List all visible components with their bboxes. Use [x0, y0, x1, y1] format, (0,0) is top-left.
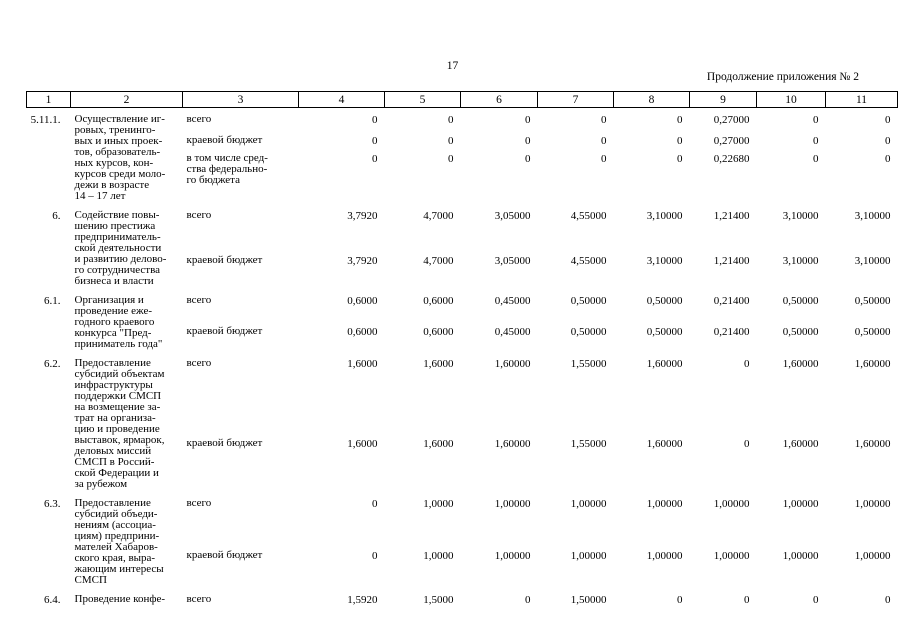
- value-col-10: 0: [813, 114, 819, 126]
- value-col-10: 3,10000: [782, 255, 819, 268]
- value-col-8: 0,50000: [646, 295, 683, 307]
- column-header-11: 11: [826, 92, 898, 108]
- value-col-5: 4,7000: [423, 210, 454, 222]
- value-col-5: 0,6000: [423, 295, 454, 307]
- value-col-8: 0: [677, 114, 683, 126]
- row-code: 5.11.1.: [30, 114, 61, 126]
- value-col-4: 0: [372, 152, 378, 165]
- column-header-8: 8: [614, 92, 690, 108]
- table-row: [27, 350, 898, 438]
- value-col-8: 1,00000: [646, 550, 683, 562]
- row-name: Проведение конфе-: [74, 593, 166, 605]
- row-code: 6.3.: [44, 498, 61, 510]
- table-row: [27, 108, 898, 136]
- value-col-11: 1,00000: [854, 550, 891, 562]
- column-header-6: 6: [461, 92, 538, 108]
- column-header-9: 9: [690, 92, 757, 108]
- row-code: 6.2.: [44, 358, 61, 370]
- value-col-10: 1,00000: [782, 498, 819, 510]
- funding-source: всего: [186, 209, 212, 221]
- value-col-7: 0: [601, 135, 607, 148]
- value-col-6: 1,00000: [494, 498, 531, 510]
- value-col-11: 0,50000: [854, 295, 891, 307]
- value-col-9: 1,21400: [713, 210, 750, 222]
- funding-source: в том числе сред- ства федерально- го бюджета: [186, 151, 268, 186]
- value-col-6: 0: [525, 594, 531, 606]
- value-col-10: 1,60000: [782, 358, 819, 370]
- value-col-9: 0: [744, 594, 750, 606]
- value-col-5: 4,7000: [423, 255, 454, 268]
- value-col-9: 0: [744, 437, 750, 450]
- value-col-5: 0: [448, 135, 454, 148]
- value-col-5: 1,6000: [423, 437, 454, 450]
- value-col-5: 1,0000: [423, 498, 454, 510]
- value-col-9: 0,27000: [713, 114, 750, 126]
- value-col-11: 3,10000: [854, 255, 891, 268]
- funding-source: всего: [186, 593, 212, 605]
- table-row: [27, 490, 898, 550]
- value-col-4: 1,5920: [347, 594, 378, 606]
- value-col-8: 0: [677, 152, 683, 165]
- value-col-8: 3,10000: [646, 210, 683, 222]
- page-number: 17: [446, 60, 459, 72]
- value-col-4: 0: [372, 114, 378, 126]
- value-col-6: 0: [525, 114, 531, 126]
- value-col-7: 0,50000: [570, 326, 607, 339]
- value-col-7: 1,50000: [570, 594, 607, 606]
- value-col-8: 1,60000: [646, 358, 683, 370]
- value-col-4: 0,6000: [347, 295, 378, 307]
- value-col-11: 0: [885, 152, 891, 165]
- value-col-11: 3,10000: [854, 210, 891, 222]
- value-col-5: 0,6000: [423, 326, 454, 339]
- funding-source: краевой бюджет: [186, 325, 263, 338]
- value-col-10: 0,50000: [782, 326, 819, 339]
- value-col-11: 0: [885, 135, 891, 148]
- funding-source: всего: [186, 357, 212, 369]
- funding-source: краевой бюджет: [186, 254, 263, 267]
- value-col-6: 0,45000: [494, 295, 531, 307]
- value-col-8: 0,50000: [646, 326, 683, 339]
- value-col-9: 1,21400: [713, 255, 750, 268]
- funding-source: всего: [186, 113, 212, 125]
- value-col-7: 4,55000: [570, 210, 607, 222]
- value-col-10: 1,00000: [782, 550, 819, 562]
- value-col-8: 3,10000: [646, 255, 683, 268]
- value-col-9: 0: [744, 358, 750, 370]
- value-col-6: 1,60000: [494, 358, 531, 370]
- value-col-4: 1,6000: [347, 437, 378, 450]
- value-col-7: 1,55000: [570, 358, 607, 370]
- value-col-10: 1,60000: [782, 437, 819, 450]
- value-col-7: 0,50000: [570, 295, 607, 307]
- funding-source: всего: [186, 294, 212, 306]
- row-name: Предоставление субсидий объектам инфраструктуры поддержки СМСП на возмещение за- трат на организа- цию и проведение выставок, ярмарок, деловых миссий СМСП в Россий- ской Федерации и за рубежом: [74, 357, 165, 490]
- continuation-caption: Продолжение приложения № 2: [706, 71, 859, 83]
- value-col-9: 0,21400: [713, 326, 750, 339]
- value-col-11: 1,60000: [854, 358, 891, 370]
- funding-source: краевой бюджет: [186, 436, 263, 449]
- table-body: [27, 108, 898, 607]
- budget-table: [26, 91, 898, 606]
- value-col-6: 1,60000: [494, 437, 531, 450]
- value-col-10: 0: [813, 135, 819, 148]
- value-col-11: 0: [885, 114, 891, 126]
- column-header-2: 2: [71, 92, 183, 108]
- header-row: [27, 92, 898, 108]
- value-col-7: 1,55000: [570, 437, 607, 450]
- value-col-5: 1,5000: [423, 594, 454, 606]
- value-col-9: 1,00000: [713, 498, 750, 510]
- value-col-8: 1,60000: [646, 437, 683, 450]
- value-col-5: 1,0000: [423, 550, 454, 562]
- value-col-11: 0: [885, 594, 891, 606]
- value-col-11: 1,60000: [854, 437, 891, 450]
- table-row: [27, 586, 898, 606]
- row-code: 6.: [52, 210, 61, 222]
- value-col-11: 0,50000: [854, 326, 891, 339]
- column-header-1: 1: [27, 92, 71, 108]
- value-col-10: 0: [813, 594, 819, 606]
- value-col-4: 0: [372, 498, 378, 510]
- funding-source: краевой бюджет: [186, 134, 263, 147]
- value-col-10: 0: [813, 152, 819, 165]
- value-col-5: 0: [448, 114, 454, 126]
- row-name: Предоставление субсидий объеди- нениям (ассоциа- циям) предприни- мателей Хабаров- ского края, выра- жающим интересы СМСП: [74, 497, 164, 586]
- value-col-4: 0: [372, 135, 378, 148]
- table-row: [27, 287, 898, 326]
- value-col-5: 1,6000: [423, 358, 454, 370]
- value-col-10: 0,50000: [782, 295, 819, 307]
- column-header-4: 4: [299, 92, 385, 108]
- value-col-4: 0,6000: [347, 326, 378, 339]
- column-header-10: 10: [757, 92, 826, 108]
- value-col-8: 0: [677, 594, 683, 606]
- column-header-5: 5: [385, 92, 461, 108]
- value-col-9: 0,22680: [713, 152, 750, 165]
- column-header-3: 3: [183, 92, 299, 108]
- value-col-9: 0,27000: [713, 135, 750, 148]
- value-col-6: 3,05000: [494, 255, 531, 268]
- row-code: 6.4.: [44, 594, 61, 606]
- value-col-5: 0: [448, 152, 454, 165]
- value-col-7: 1,00000: [570, 498, 607, 510]
- value-col-7: 4,55000: [570, 255, 607, 268]
- value-col-7: 0: [601, 114, 607, 126]
- row-name: Осуществление иг- ровых, тренинго- вых и иных проек- тов, образователь- ных курсов, кон- курсов среди моло- дежи в возрасте 14 – 17 лет: [74, 113, 166, 202]
- funding-source: всего: [186, 497, 212, 509]
- value-col-6: 0: [525, 152, 531, 165]
- value-col-4: 0: [372, 550, 378, 562]
- value-col-7: 0: [601, 152, 607, 165]
- value-col-11: 1,00000: [854, 498, 891, 510]
- table-row: [27, 202, 898, 255]
- row-name: Организация и проведение еже- годного краевого конкурса "Пред- приниматель года": [74, 294, 163, 350]
- column-header-7: 7: [538, 92, 614, 108]
- value-col-6: 0,45000: [494, 326, 531, 339]
- value-col-9: 0,21400: [713, 295, 750, 307]
- value-col-10: 3,10000: [782, 210, 819, 222]
- value-col-4: 3,7920: [347, 255, 378, 268]
- row-name: Содействие повы- шению престижа предприниматель- ской деятельности и развитию делово- го сотрудничества бизнеса и власти: [74, 209, 167, 287]
- value-col-4: 3,7920: [347, 210, 378, 222]
- value-col-8: 1,00000: [646, 498, 683, 510]
- value-col-9: 1,00000: [713, 550, 750, 562]
- value-col-7: 1,00000: [570, 550, 607, 562]
- value-col-6: 3,05000: [494, 210, 531, 222]
- funding-source: краевой бюджет: [186, 549, 263, 561]
- value-col-8: 0: [677, 135, 683, 148]
- value-col-6: 1,00000: [494, 550, 531, 562]
- value-col-4: 1,6000: [347, 358, 378, 370]
- row-code: 6.1.: [44, 295, 61, 307]
- value-col-6: 0: [525, 135, 531, 148]
